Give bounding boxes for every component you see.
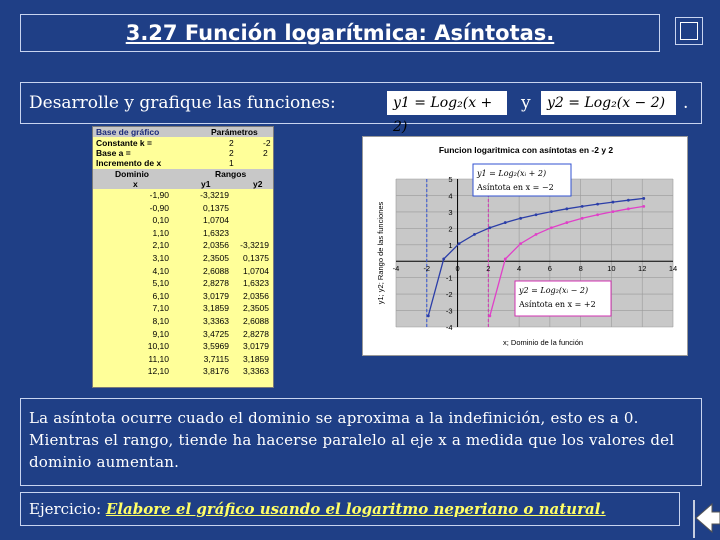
data-point-y1 (581, 205, 584, 208)
cell-y2: 2,8278 (243, 328, 269, 339)
cell-x: 10,10 (147, 341, 169, 352)
param-value: 2 (229, 148, 234, 158)
cell-x: 2,10 (152, 240, 169, 251)
cell-y1: 3,5969 (203, 341, 229, 352)
chart-title: Funcion logaritmica con asíntotas en -2 y 2 (438, 145, 614, 155)
x-tick-label: 8 (578, 264, 583, 274)
table-row (93, 354, 273, 364)
x-tick-label: 12 (638, 264, 647, 274)
cell-y2: 2,0356 (243, 290, 269, 301)
cell-y1: 0,1375 (203, 202, 229, 213)
param-row (93, 148, 273, 158)
asymptote-note: La asíntota ocurre cuado el dominio se aproxima a la indefinición, esto es a 0. Mientras el rango, tiende ha hacerse paralelo al eje x a medida que los valores del dominio aumentan. (29, 409, 675, 471)
slide-menu-button[interactable] (675, 17, 703, 45)
table-row (93, 278, 273, 288)
param-value: 1 (229, 158, 234, 168)
cell-y1: 1,0704 (203, 215, 229, 226)
data-point-y1 (596, 203, 599, 206)
cell-x: 7,10 (152, 303, 169, 314)
annotation-asymptote: Asíntota en x = +2 (519, 300, 596, 309)
x-tick-label: 6 (547, 264, 552, 274)
data-point-y2 (488, 314, 491, 317)
table-row (93, 240, 273, 250)
rangos-label: Rangos (215, 169, 247, 179)
table-row (93, 215, 273, 225)
range-header-row (93, 169, 273, 179)
table-row (93, 291, 273, 301)
spreadsheet-table (92, 126, 274, 388)
data-point-y1 (442, 258, 445, 261)
table-row (93, 341, 273, 351)
data-point-y1 (565, 207, 568, 210)
cell-y1: 3,1859 (203, 303, 229, 314)
data-point-y1 (488, 226, 491, 229)
data-point-y2 (550, 226, 553, 229)
formula-y2: y2 = Log₂(x − 2) (541, 91, 676, 115)
data-point-y2 (519, 242, 522, 245)
y-tick-label: 5 (448, 175, 453, 184)
data-point-y1 (535, 213, 538, 216)
data-point-y1 (627, 199, 630, 202)
dominio-label: Dominio (115, 169, 149, 179)
data-point-y2 (565, 221, 568, 224)
table-row (93, 266, 273, 276)
prompt-text: Desarrolle y grafique las funciones: (29, 93, 336, 113)
y-tick-label: -1 (445, 273, 453, 283)
square-icon (680, 22, 698, 40)
y-tick-label: -2 (445, 290, 453, 300)
data-point-y2 (596, 213, 599, 216)
cell-y2: -3,3219 (240, 240, 269, 251)
data-point-y2 (504, 258, 507, 261)
table-row (93, 329, 273, 339)
cell-y2: 2,6088 (243, 316, 269, 326)
param-label: Base a = (96, 148, 131, 158)
cell-x: 0,10 (152, 215, 169, 226)
param-row (93, 138, 273, 148)
data-point-y2 (612, 210, 615, 213)
cell-x: 9,10 (152, 328, 169, 339)
sheet-header-row (93, 127, 273, 137)
cell-y2: 0,1375 (243, 253, 269, 263)
x-tick-label: 10 (607, 264, 616, 274)
exercise-label: Ejercicio: (29, 500, 102, 518)
data-point-y1 (519, 217, 522, 220)
cell-y1: 3,4725 (203, 328, 229, 339)
cell-y1: 2,6088 (203, 265, 229, 276)
exercise-text (29, 500, 606, 518)
y-axis-label: y1; y2; Rango de las funciones (376, 201, 385, 305)
exercise-frame (20, 492, 680, 526)
column-header-row (93, 179, 273, 189)
cell-y1: 1,6323 (203, 227, 229, 238)
formula-y1: y1 = Log₂(x + 2) (387, 91, 507, 115)
cell-y1: 3,0179 (203, 290, 229, 301)
y-tick-label: -4 (445, 323, 453, 332)
param-value: 2 (229, 138, 234, 148)
table-row (93, 303, 273, 313)
y-tick-label: 1 (448, 240, 453, 250)
data-point-y1 (612, 201, 615, 204)
cell-y2: 1,0704 (243, 265, 269, 276)
cell-y1: 2,8278 (203, 278, 229, 289)
cell-x: 8,10 (152, 316, 169, 326)
exercise-link[interactable]: Elabore el gráfico usando el logaritmo neperiano o natural. (105, 500, 606, 518)
back-arrow-icon[interactable] (686, 498, 720, 540)
x-tick-label: 14 (668, 264, 678, 274)
cell-y2: 3,3363 (243, 366, 269, 377)
data-point-y1 (427, 314, 430, 317)
cell-x: 11,10 (148, 353, 169, 364)
log-chart (363, 137, 689, 357)
x-tick-label: 2 (486, 264, 491, 274)
table-row (93, 190, 273, 200)
page-title: 3.27 Función logarítmica: Asíntotas. (125, 21, 555, 45)
cell-y1: 3,8176 (203, 366, 229, 377)
y-tick-label: 2 (448, 224, 453, 234)
data-point-y1 (504, 221, 507, 224)
title-frame (20, 14, 660, 52)
params-label: Parámetros (211, 127, 258, 137)
annotation-formula: y1 = Log₂(xᵢ + 2) (477, 169, 547, 178)
note-frame (20, 398, 702, 486)
y-tick-label: 3 (448, 207, 453, 217)
cell-y2: 3,0179 (243, 341, 269, 352)
data-point-y1 (473, 233, 476, 236)
cell-x: 6,10 (152, 290, 169, 301)
cell-x: 3,10 (152, 253, 169, 263)
cell-x: 12,10 (147, 366, 169, 377)
y-tick-label: -3 (445, 306, 453, 316)
data-point-y1 (642, 197, 645, 200)
x-tick-label: -4 (392, 264, 400, 274)
prompt-connector: y (521, 93, 531, 113)
table-row (93, 366, 273, 376)
cell-y1: 3,3363 (203, 316, 229, 326)
x-tick-label: 4 (517, 264, 522, 274)
table-row (93, 316, 273, 326)
cell-y2: 3,1859 (243, 353, 269, 364)
cell-y1: 2,3505 (203, 253, 229, 263)
chart-panel (362, 136, 688, 356)
annotation-asymptote: Asíntota en x = −2 (477, 183, 554, 192)
annotation-formula: y2 = Log₂(xᵢ − 2) (519, 286, 589, 295)
param-value: -2 (263, 138, 271, 148)
x-axis-label: x; Dominio de la función (503, 338, 584, 347)
cell-x: 5,10 (152, 278, 169, 289)
data-point-y2 (535, 233, 538, 236)
cell-x: -1,90 (149, 190, 169, 200)
x-tick-label: 0 (455, 264, 460, 274)
prompt-period: . (683, 93, 689, 113)
param-row (93, 158, 273, 168)
table-row (93, 203, 273, 213)
y-tick-label: 4 (448, 191, 453, 201)
col-x-header: x (133, 179, 138, 189)
data-point-y1 (550, 210, 553, 213)
cell-x: -0,90 (149, 202, 169, 213)
col-y1-header: y1 (201, 179, 211, 189)
cell-y2: 1,6323 (243, 278, 269, 289)
cell-y1: 3,7115 (203, 353, 229, 364)
cell-y2: 2,3505 (243, 303, 269, 314)
param-label: Incremento de x (96, 158, 162, 168)
cell-y1: -3,3219 (200, 190, 229, 200)
col-y2-header: y2 (253, 179, 263, 189)
data-point-y1 (458, 242, 461, 245)
cell-y1: 2,0356 (203, 240, 229, 251)
data-point-y2 (627, 207, 630, 210)
data-point-y2 (642, 205, 645, 208)
x-tick-label: -2 (423, 264, 431, 274)
param-value: 2 (263, 148, 268, 158)
base-label: Base de gráfico (96, 127, 160, 137)
param-label: Constante k = (96, 138, 152, 148)
table-row (93, 228, 273, 238)
data-point-y2 (581, 217, 584, 220)
table-row (93, 253, 273, 263)
cell-x: 1,10 (152, 227, 169, 238)
cell-x: 4,10 (152, 265, 169, 276)
